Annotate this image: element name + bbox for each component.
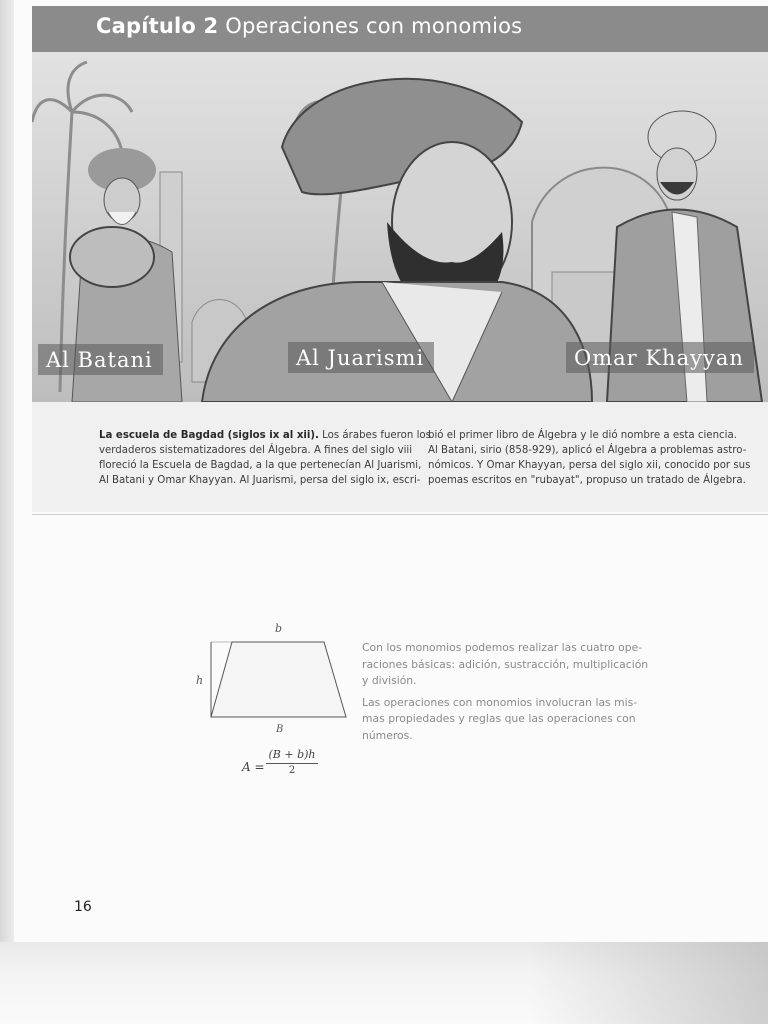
text-line: números.	[362, 728, 413, 742]
paragraph-1	[362, 640, 649, 690]
fraction-bar	[266, 763, 318, 764]
label-B: B	[276, 724, 284, 735]
text-line: raciones básicas: adición, sustracción, multiplicación	[362, 657, 649, 671]
hero-label-al-juarismi: Al Juarismi	[288, 342, 434, 373]
intro-line: poemas escritos en "rubayat", propuso un tratado de Álgebra.	[428, 475, 746, 486]
text-line: y división.	[362, 674, 417, 687]
intro-line: Al Batani, sirio (858-929), aplicó el Álgebra a problemas astro-	[428, 445, 747, 456]
text-line: Con los monomios podemos realizar las cuatro ope-	[362, 641, 643, 654]
text-line: Las operaciones con monomios involucran las mis-	[362, 695, 638, 709]
hero-illustration	[32, 52, 768, 402]
page-number: 16	[74, 899, 92, 915]
intro-line: verdaderos sistematizadores del Álgebra. A fines del siglo viii	[99, 445, 413, 456]
intro-line: Los árabes fueron los	[318, 430, 431, 441]
paragraph-2	[362, 695, 644, 745]
scan-edge	[0, 0, 14, 1024]
hero-label-omar-khayyan: Omar Khayyan	[566, 342, 754, 373]
trapezoid-drawing	[196, 618, 356, 738]
body-text	[362, 640, 649, 749]
intro-line: nómicos. Y Omar Khayyan, persa del siglo xii, conocido por sus	[428, 460, 751, 471]
intro-line: Al Batani y Omar Khayyan. Al Juarismi, persa del siglo ix, escri-	[99, 475, 421, 486]
label-h: h	[196, 674, 204, 687]
scan-shadow	[0, 942, 768, 1024]
intro-line: bió el primer libro de Álgebra y le dió nombre a esta ciencia.	[428, 430, 737, 441]
hero-label-al-batani: Al Batani	[38, 344, 163, 375]
intro-box	[32, 402, 768, 512]
text-line: mas propiedades y reglas que las operaciones con	[362, 712, 636, 725]
intro-column-1	[99, 428, 431, 488]
intro-column-2	[428, 428, 751, 488]
chapter-name: Operaciones con monomios	[225, 14, 523, 38]
chapter-title	[96, 14, 522, 38]
label-b: b	[275, 622, 283, 635]
formula-lhs: A =	[242, 760, 265, 774]
formula-denominator: 2	[288, 765, 296, 776]
intro-heading: La escuela de Bagdad (siglos ix al xii).	[99, 430, 319, 441]
section-divider	[32, 514, 768, 515]
intro-line: floreció la Escuela de Bagdad, a la que pertenecían Al Juarismi,	[99, 460, 422, 471]
chapter-label: Capítulo 2	[96, 14, 219, 38]
formula-numerator: (B + b)h	[268, 748, 316, 761]
